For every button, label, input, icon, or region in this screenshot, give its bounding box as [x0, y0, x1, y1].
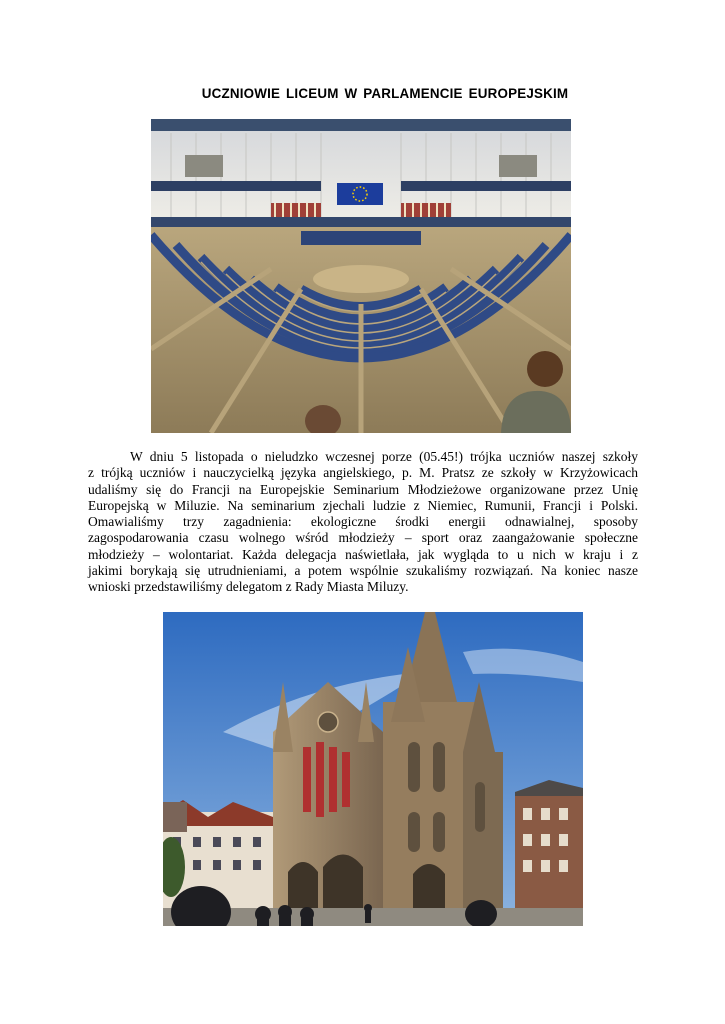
paragraph-line: z trójką uczniów i nauczycielką języka angielskiego, p. M. Pratsz ze szkoły w Krzyżowicach — [88, 465, 638, 481]
screen-left — [185, 155, 223, 177]
church-illustration — [163, 612, 583, 926]
president-desk — [301, 231, 421, 245]
screen-right — [499, 155, 537, 177]
article-paragraph — [88, 449, 638, 596]
page-title: UCZNIOWIE LICEUM W PARLAMENCIE EUROPEJSKIM — [201, 86, 569, 101]
paragraph-line: Europejską w Miluzie. Na seminarium zjechali ludzie z Niemiec, Rumunii, Francji i Polski. — [88, 497, 638, 513]
central-well — [313, 265, 409, 293]
parliament-photo — [151, 119, 571, 433]
paragraph-line: zagospodarowania czasu wolnego wśród młodzieży – sport oraz zaangażowanie społeczne — [88, 530, 638, 546]
paragraph-line: młodzieży – wolontariat. Każda delegacja naświetlała, jak wygląda to u nich w kraju i z — [88, 546, 638, 562]
paragraph-line: wnioski przedstawiliśmy delegatom z Rady Miasta Miluzy. — [88, 579, 409, 595]
paragraph-line: jakimi borykają się utrudnieniami, a potem wspólnie szukaliśmy rozwiązań. Na koniec nasze — [88, 563, 638, 579]
right-building — [515, 780, 583, 926]
paragraph-line: Omawialiśmy trzy zagadnienia: ekologiczne środki energii odnawialnej, sposoby — [88, 514, 638, 530]
parliament-illustration — [151, 119, 571, 433]
paragraph-line: W dniu 5 listopada o nieludzko wczesnej porze (05.45!) trójka uczniów naszej szkoły — [130, 449, 638, 464]
paragraph-line: udaliśmy się do Francji na Europejskie Seminarium Młodzieżowe organizowane przez Unię — [88, 481, 638, 497]
church-photo — [163, 612, 583, 926]
